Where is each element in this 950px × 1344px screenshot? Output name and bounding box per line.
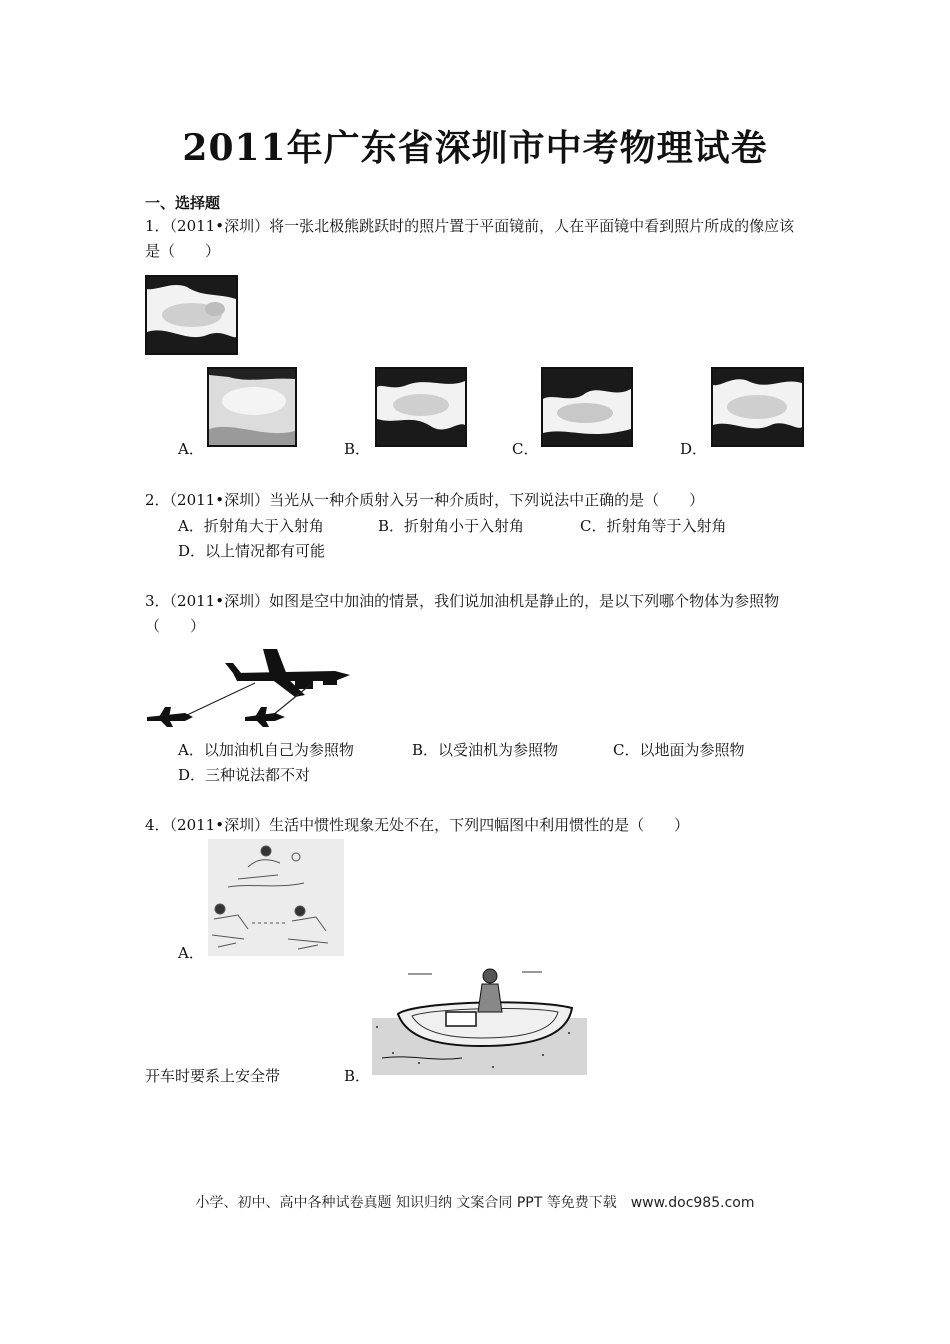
q2-option-c[interactable]: C．折射角等于入射角 bbox=[580, 517, 727, 535]
q4-option-b[interactable]: B． bbox=[344, 1067, 371, 1085]
q3-option-a[interactable]: A．以加油机自己为参照物 bbox=[178, 741, 354, 759]
q2-option-a[interactable]: A．折射角大于入射角 bbox=[178, 517, 324, 535]
option-d-image bbox=[711, 367, 804, 447]
polar-bear-photo bbox=[145, 275, 238, 355]
q1-option-d[interactable]: D． bbox=[680, 440, 708, 458]
q3-option-d[interactable]: D．三种说法都不对 bbox=[178, 766, 311, 784]
question-3 bbox=[145, 589, 805, 639]
question-4-number: 4． bbox=[145, 816, 170, 834]
q1-option-a[interactable]: A． bbox=[178, 440, 204, 458]
q4-caption-a: 开车时要系上安全带 bbox=[145, 1067, 281, 1085]
question-3-text: （2011•深圳）如图是空中加油的情景，我们说加油机是静止的，是以下列哪个物体为参照物（ ） bbox=[145, 592, 780, 635]
page-title: 2011年广东省深圳市中考物理试卷 bbox=[182, 127, 768, 169]
q1-option-c[interactable]: C． bbox=[512, 440, 539, 458]
aerial-refueling-image bbox=[145, 645, 357, 730]
footer-text: 小学、初中、高中各种试卷真题 知识归纳 文案合同 PPT 等免费下载 www.doc985.com bbox=[195, 1195, 755, 1211]
question-2 bbox=[145, 488, 805, 513]
question-3-number: 3． bbox=[145, 592, 170, 610]
q2-option-d[interactable]: D．以上情况都有可能 bbox=[178, 542, 326, 560]
option-a-image bbox=[207, 367, 297, 447]
question-1-number: 1． bbox=[145, 217, 170, 235]
q3-option-b[interactable]: B．以受油机为参照物 bbox=[412, 741, 559, 759]
q3-option-c[interactable]: C．以地面为参照物 bbox=[613, 741, 745, 759]
option-c-image bbox=[541, 367, 633, 447]
q2-option-b[interactable]: B．折射角小于入射角 bbox=[378, 517, 525, 535]
q1-option-b[interactable]: B． bbox=[344, 440, 371, 458]
boat-sketch-image bbox=[372, 962, 587, 1075]
question-4 bbox=[145, 813, 805, 838]
question-2-text: （2011•深圳）当光从一种介质射入另一种介质时，下列说法中正确的是（ ） bbox=[169, 491, 705, 509]
seatbelt-sketch-image bbox=[208, 839, 344, 956]
section-heading: 一、选择题 bbox=[145, 194, 221, 212]
q4-option-a[interactable]: A． bbox=[178, 944, 204, 962]
question-4-text: （2011•深圳）生活中惯性现象无处不在，下列四幅图中利用惯性的是（ ） bbox=[169, 816, 690, 834]
question-1 bbox=[145, 214, 805, 264]
question-2-number: 2． bbox=[145, 491, 170, 509]
question-1-text: （2011•深圳）将一张北极熊跳跃时的照片置于平面镜前，人在平面镜中看到照片所成的像应该是（ ） bbox=[145, 217, 795, 260]
option-b-image bbox=[375, 367, 467, 447]
